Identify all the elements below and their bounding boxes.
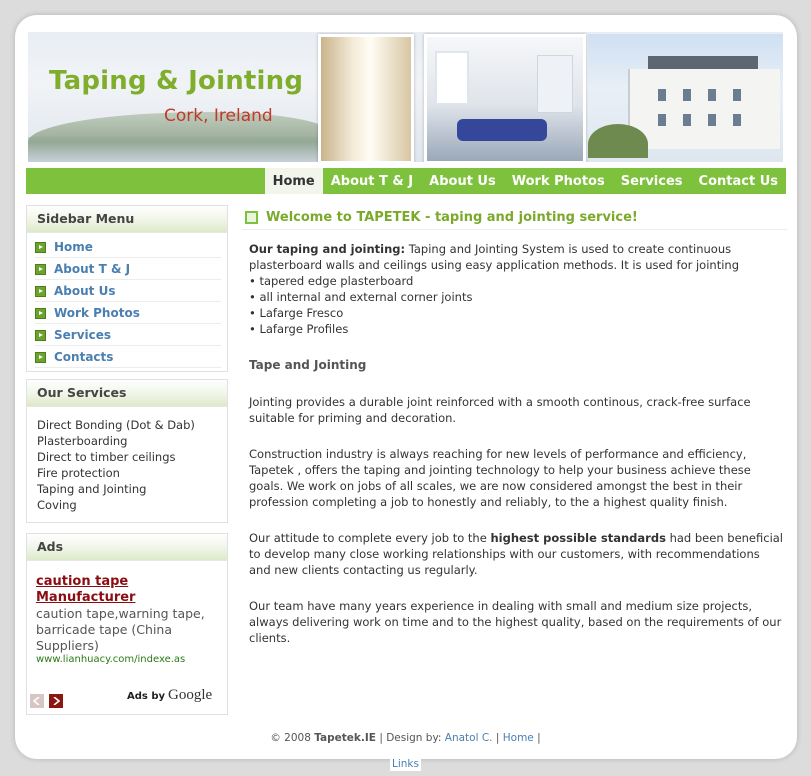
menu-arrow-icon (35, 264, 46, 275)
ads-by-google[interactable] (127, 687, 212, 704)
sidebar-menu-title: Sidebar Menu (27, 206, 227, 233)
photo-shelf (537, 55, 573, 113)
nav-services[interactable]: Services (620, 174, 683, 189)
intro-bullets (249, 273, 784, 337)
photo-house-window (658, 114, 666, 126)
menu-arrow-icon (35, 308, 46, 319)
service-item: Plasterboarding (37, 434, 128, 448)
paragraph-team: Our team have many years experience in dealing with small and medium size projects, always delivering work on time and to the highest quality, based on the requirements of our clients. (249, 599, 782, 645)
sidebar-item-services[interactable] (35, 325, 221, 346)
photo-house-window (683, 89, 691, 101)
bullet-item: • Lafarge Profiles (249, 321, 784, 337)
site-header (28, 32, 783, 162)
welcome-text: Welcome to TAPETEK - taping and jointing service! (266, 209, 638, 225)
sidebar-menu-box (26, 205, 228, 372)
ad-title-link[interactable]: caution tape Manufacturer (36, 574, 136, 605)
ads-box (26, 533, 228, 715)
nav-list (265, 168, 786, 194)
sidebar-item-label[interactable]: Home (54, 240, 93, 254)
welcome-heading (242, 205, 787, 230)
nav-about-tj[interactable]: About T & J (330, 174, 414, 189)
menu-arrow-icon (35, 352, 46, 363)
google-logo: Google (168, 687, 213, 703)
service-item: Taping and Jointing (37, 482, 147, 496)
bullet-item: • all internal and external corner joints (249, 289, 784, 305)
photo-house-window (733, 89, 741, 101)
footer-home-link[interactable]: Home (502, 732, 534, 744)
footer-designer-link[interactable]: Anatol C. (444, 732, 493, 744)
house-photo (588, 34, 783, 158)
paragraph-jointing: Jointing provides a durable joint reinforced with a smooth continous, crack-free surface suitable for priming and decoration. (249, 395, 751, 425)
services-box (26, 379, 228, 523)
site-subtitle: Cork, Ireland (164, 106, 273, 126)
footer-copyright: © 2008 (270, 732, 315, 744)
links-bar (0, 758, 811, 770)
photo-house-window (708, 89, 716, 101)
photo-house (628, 69, 780, 149)
photo-house-window (733, 114, 741, 126)
sidebar-item-label[interactable]: Work Photos (54, 306, 140, 320)
footer (0, 732, 811, 744)
sidebar-item-label[interactable]: Services (54, 328, 112, 342)
photo-trees (588, 124, 648, 158)
nav-about-us[interactable]: About Us (429, 174, 496, 189)
sidebar-item-label[interactable]: About Us (54, 284, 116, 298)
paragraph-attitude (249, 530, 784, 578)
service-item: Direct to timber ceilings (37, 450, 176, 464)
footer-brand: Tapetek.IE (314, 732, 376, 744)
section-heading: Tape and Jointing (249, 358, 367, 372)
intro-paragraph (249, 241, 784, 273)
intro-bold: Our taping and jointing: (249, 242, 406, 256)
main-content (242, 205, 787, 645)
nav-contact-us[interactable]: Contact Us (698, 174, 778, 189)
sidebar-menu-list (27, 237, 227, 368)
intro-text: Taping and Jointing System is used to create continuous plasterboard walls and ceilings using easy application methods. It is used for jointing (249, 242, 739, 272)
sidebar-item-work-photos[interactable] (35, 303, 221, 324)
service-item: Fire protection (37, 466, 120, 480)
footer-design-label: | Design by: (375, 732, 445, 744)
ad-url[interactable]: www.lianhuacy.com/indexe.as (36, 654, 186, 665)
sidebar-item-about-us[interactable] (35, 281, 221, 302)
sidebar-item-contacts[interactable] (35, 347, 221, 368)
services-list (37, 417, 227, 513)
menu-arrow-icon (35, 286, 46, 297)
nav-home[interactable]: Home (265, 168, 323, 194)
nav-work-photos[interactable]: Work Photos (511, 174, 605, 189)
sidebar-item-label[interactable]: Contacts (54, 350, 114, 364)
ads-title: Ads (27, 534, 227, 561)
main-nav (26, 168, 786, 194)
sidebar-item-label[interactable]: About T & J (54, 262, 131, 276)
paragraph-industry: Construction industry is always reaching for new levels of performance and efficiency, Tapetek , offers the taping and jointing technology to help your business achieve these goals. We work on jobs of all scales, we are now considered amongst the best in their profession completing a job to honestly and reliably, to the a highest quality finish. (249, 447, 751, 509)
service-item: Direct Bonding (Dot & Dab) (37, 418, 195, 432)
site-title: Taping & Jointing (49, 66, 304, 96)
sidebar-item-about-tj[interactable] (35, 259, 221, 280)
bullet-item: • tapered edge plasterboard (249, 273, 784, 289)
hallway-photo (318, 34, 414, 162)
sidebar-item-home[interactable] (35, 237, 221, 258)
services-title: Our Services (27, 380, 227, 407)
photo-window (435, 51, 469, 105)
footer-separator: | (533, 732, 541, 744)
prev-arrow-icon[interactable] (30, 694, 44, 708)
ads-by-label: Ads by (127, 691, 166, 702)
footer-separator: | (492, 732, 503, 744)
menu-arrow-icon (35, 242, 46, 253)
photo-house-window (683, 114, 691, 126)
ad-arrows (30, 694, 63, 708)
attitude-text-2: had been beneficial to develop many close working relationships with our customers, with recommendations and new clients contacting us regularly. (249, 531, 784, 577)
living-room-photo (424, 34, 586, 162)
next-arrow-icon[interactable] (49, 694, 63, 708)
attitude-bold: highest possible standards (490, 531, 666, 545)
ad-text: caution tape,warning tape, barricade tape (China Suppliers) (36, 606, 205, 653)
footer-links-link[interactable]: Links (392, 758, 419, 770)
photo-house-window (708, 114, 716, 126)
attitude-text-1: Our attitude to complete every job to the (249, 531, 491, 545)
photo-house-window (658, 89, 666, 101)
bullet-item: • Lafarge Fresco (249, 305, 784, 321)
service-item: Coving (37, 498, 77, 512)
menu-arrow-icon (35, 330, 46, 341)
photo-sofa (457, 119, 547, 141)
welcome-square-icon (245, 211, 258, 224)
